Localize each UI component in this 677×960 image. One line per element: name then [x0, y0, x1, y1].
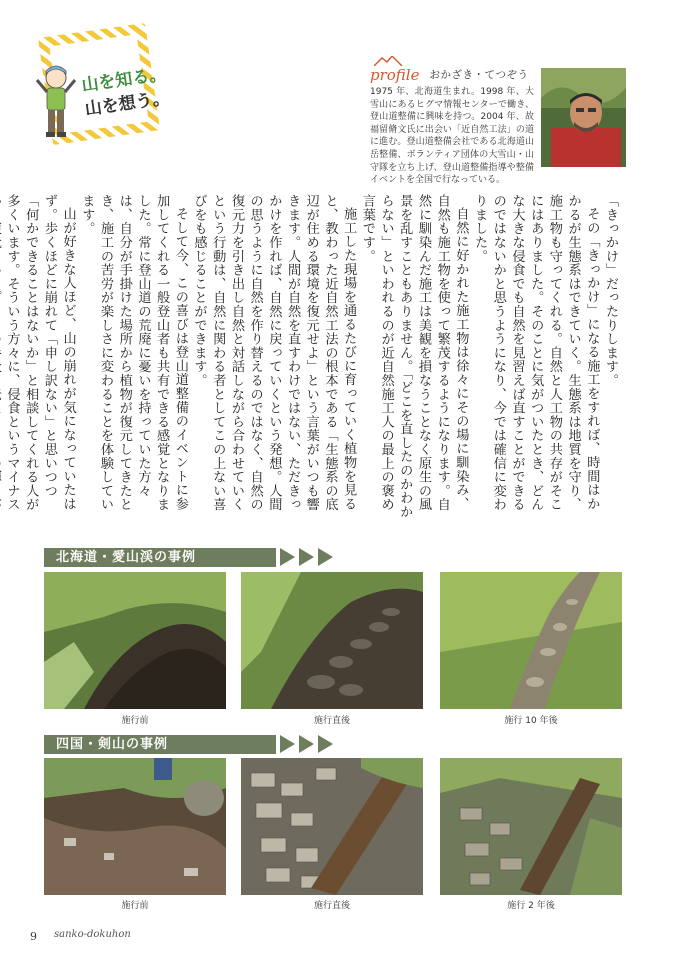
logo-line-1: 山を知る。 — [80, 64, 168, 97]
article-paragraph: 自然に好かれた施工物は徐々にその場に馴染み、自然も施工物を使って繁茂するようになります。自然に馴染んだ施工は美観を損なうことなく原生の風景を乱すこともありません。「どこを直したのかわからない」といわれるのが近自然施工人の最上の褒め言葉です。 — [359, 194, 469, 519]
article-body — [4, 194, 619, 524]
caption-shikoku-before: 施行前 — [121, 901, 149, 911]
caption-shikoku-2-years: 施行 2 年後 — [507, 901, 555, 911]
article-paragraph: 山が好きな人ほど、山の崩れが気になっていたはず。歩くほどに崩れて「申し訳ない」と思いつつ「何かできることはないか」と相談してくれる人が多くいます。そういう方々に、侵食というマイナス — [4, 194, 76, 512]
logo-title — [80, 62, 172, 122]
profile-header — [370, 66, 528, 82]
page-number: 9 — [30, 930, 37, 943]
profile-label: profile — [370, 64, 419, 82]
author-portrait — [541, 68, 626, 167]
photo-shikoku-before — [44, 758, 226, 895]
publication-brand: sanko-dokuhon — [54, 929, 131, 940]
article-paragraph: 「きっかけ」だったりします。 — [603, 194, 618, 388]
logo — [37, 20, 171, 148]
section-title-hokkaido: 北海道・愛山渓の事例 — [44, 548, 276, 567]
article-paragraph: その「きっかけ」になる施工をすれば、時間はかかるが生態系はできていく。生態系は地質を守り、施工物も守ってくれる。自然と人工物の共存がそこにはありました。そのことに気がついたとき、どんな大きな侵食でも自然を見習えば直すことができるのではないかと思うようになり、今では確信に変わりました。 — [472, 194, 600, 512]
caption-hokkaido-before: 施行前 — [121, 716, 149, 726]
logo-line-2: 山を想う。 — [83, 88, 171, 120]
photo-hokkaido-before — [44, 572, 226, 709]
article-paragraph: そして今、この喜びは登山道整備のイベントに参加してくれる一般登山者も共有できる感覚となりました。常に登山道の荒廃に憂いを持っていた方々は、自分が手掛けた場所から植物が復元してきたとき、施工の苦労が楽しさに変わることを体験しています。 — [79, 194, 188, 512]
article-paragraph: 施工した現場を通るたびに育っていく植物を見ると、教わった近自然工法の根本である「生態系の底辺が住める環境を復元せよ」という言葉がいつも響きます。人間が自然を直すわけではない、ただきっかけを作れば、自然に戻っていくという発想。人間の思うように自然を作り替えるのではなく、自然の復元力を引き出し自然と対話しながら合わせていくという行動は、自然に関わる者としてこの上ない喜びをも感じることができます。 — [191, 194, 357, 512]
caption-hokkaido-10-years: 施行 10 年後 — [504, 716, 558, 726]
photo-hokkaido-10-years — [440, 572, 622, 709]
photo-shikoku-after — [241, 758, 423, 895]
photo-shikoku-2-years — [440, 758, 622, 895]
profile-name: おかざき・てつぞう — [429, 69, 529, 81]
photo-hokkaido-after — [241, 572, 423, 709]
arrow-decoration — [280, 548, 333, 567]
arrow-decoration — [280, 735, 333, 754]
profile-bio: 1975 年、北海道生まれ。1998 年、大雪山にあるヒグマ情報センターで働き、登山道整備に興味を持つ。2004 年、故福留脩文氏に出会い「近自然工法」の道に進む。登山道整備会社である北海道山岳整備、ボランティア団体の大雪山・山守隊を立ち上げ、登山道整備指導や整備イベントを全国で行なっている。 — [370, 87, 534, 186]
caption-hokkaido-after: 施行直後 — [313, 716, 350, 726]
mountain-icon — [374, 56, 408, 66]
caption-shikoku-after: 施行直後 — [313, 901, 350, 911]
hiker-illustration — [33, 62, 79, 142]
section-title-shikoku: 四国・剣山の事例 — [44, 735, 276, 754]
